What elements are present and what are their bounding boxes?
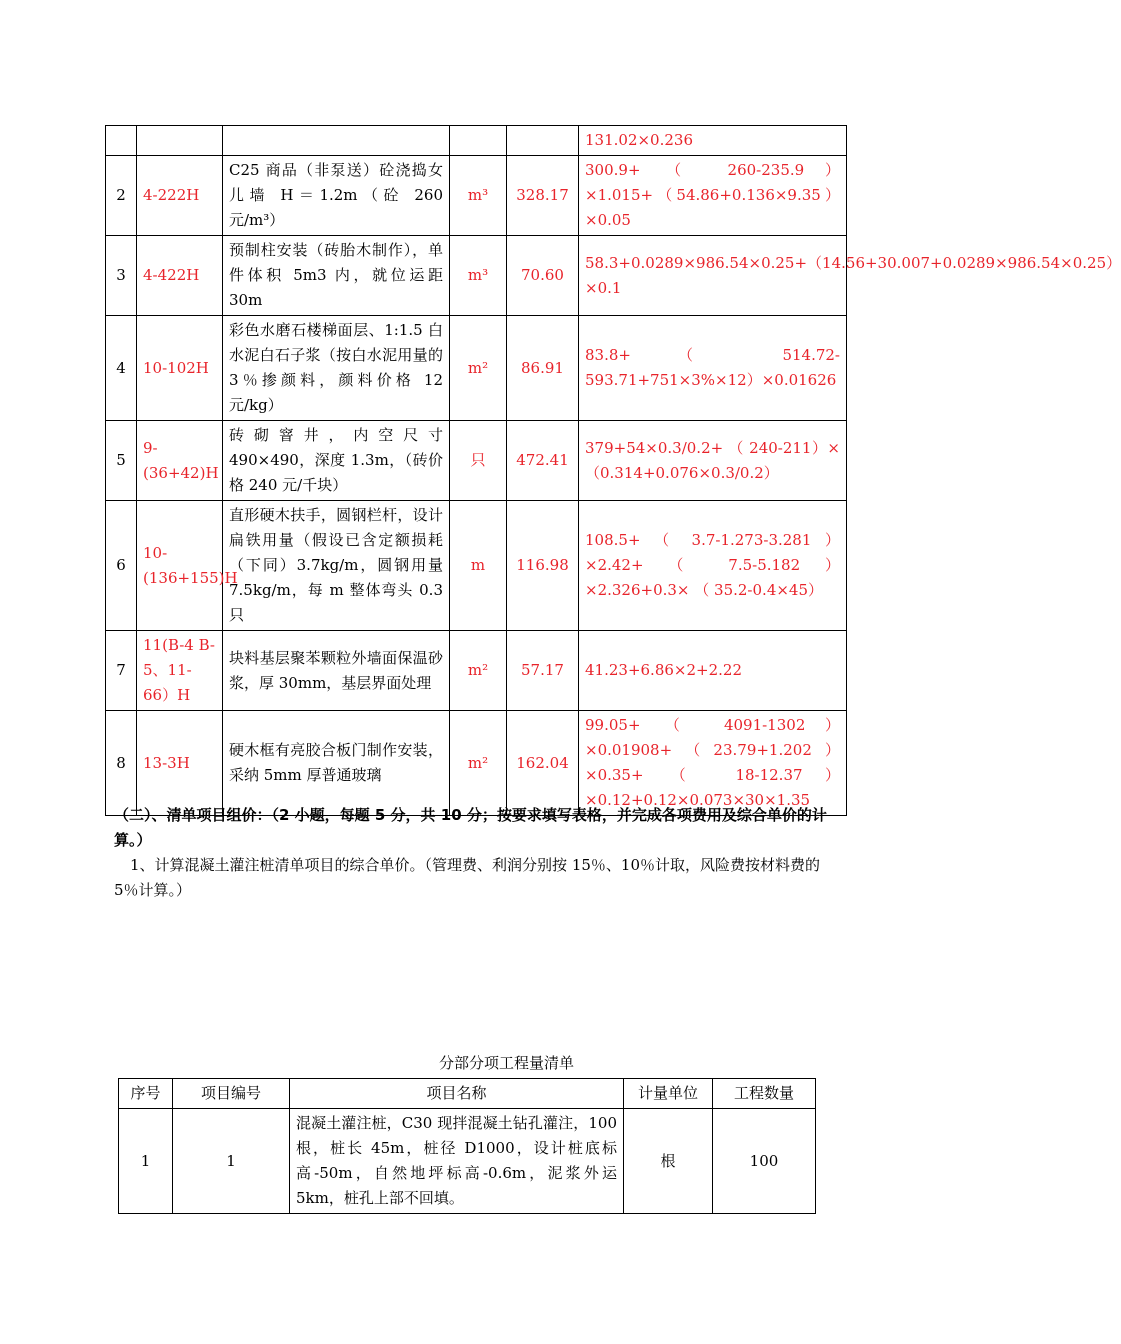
unit: m² bbox=[450, 316, 507, 421]
item-name: 硬木框有亮胶合板门制作安装，采纳 5mm 厚普通玻璃 bbox=[223, 711, 450, 816]
unit-price bbox=[507, 126, 579, 156]
calculation: 99.05+ （ 4091-1302）×0.01908+（23.79+1.202）×0.35+ （ 18-12.37）×0.12+0.12×0.073×30×1.35 bbox=[579, 711, 847, 816]
quota-code: 9-(36+42)H bbox=[137, 421, 223, 501]
table-row bbox=[106, 156, 847, 236]
unit: m³ bbox=[450, 156, 507, 236]
quota-code bbox=[137, 126, 223, 156]
unit-price: 116.98 bbox=[507, 501, 579, 631]
item-name: 块料基层聚苯颗粒外墙面保温砂浆，厚 30mm，基层界面处理 bbox=[223, 631, 450, 711]
table-row bbox=[106, 501, 847, 631]
row-number: 1 bbox=[119, 1109, 173, 1214]
item-name: 混凝土灌注桩，C30 现拌混凝土钻孔灌注，100 根，桩长 45m，桩径 D1000，设计桩底标高-50m，自然地坪标高-0.6m，泥浆外运 5km，桩孔上部不回填。 bbox=[290, 1109, 624, 1214]
item-name: C25 商品（非泵送）砼浇捣女儿墙 H＝1.2m（砼 260 元/m³） bbox=[223, 156, 450, 236]
item-name bbox=[223, 126, 450, 156]
table-row bbox=[106, 711, 847, 816]
unit: m² bbox=[450, 631, 507, 711]
unit-price: 328.17 bbox=[507, 156, 579, 236]
quota-code: 10-102H bbox=[137, 316, 223, 421]
item-name: 彩色水磨石楼梯面层、1:1.5 白水泥白石子浆（按白水泥用量的 3％掺颜料，颜料价格 12 元/kg） bbox=[223, 316, 450, 421]
calculation: 379+54×0.3/0.2+ （ 240-211）×（0.314+0.076×0.3/0.2） bbox=[579, 421, 847, 501]
calculation: 131.02×0.236 bbox=[579, 126, 847, 156]
table-row bbox=[106, 316, 847, 421]
quota-code: 13-3H bbox=[137, 711, 223, 816]
header-qty: 工程数量 bbox=[713, 1079, 816, 1109]
calculation: 83.8+ （ 514.72-593.71+751×3%×12）×0.01626 bbox=[579, 316, 847, 421]
table-row bbox=[119, 1109, 816, 1214]
header-code: 项目编号 bbox=[173, 1079, 290, 1109]
row-number: 2 bbox=[106, 156, 137, 236]
calculation: 58.3+0.0289×986.54×0.25+（14.56+30.007+0.0289×986.54×0.25）×0.1 bbox=[579, 236, 847, 316]
table-caption: 分部分项工程量清单 bbox=[438, 1054, 574, 1072]
quota-code: 4-222H bbox=[137, 156, 223, 236]
quota-code: 11(B-4 B-5、11-66）H bbox=[137, 631, 223, 711]
unit: 根 bbox=[624, 1109, 713, 1214]
row-number: 6 bbox=[106, 501, 137, 631]
calculation: 108.5+ （ 3.7-1.273-3.281 ） ×2.42+ （ 7.5-5.182 ） ×2.326+0.3× （ 35.2-0.4×45） bbox=[579, 501, 847, 631]
quota-code: 4-422H bbox=[137, 236, 223, 316]
item-code: 1 bbox=[173, 1109, 290, 1214]
item-name: 预制柱安装（砖胎木制作），单件体积 5m3 内，就位运距 30m bbox=[223, 236, 450, 316]
unit-price: 86.91 bbox=[507, 316, 579, 421]
table-row bbox=[106, 631, 847, 711]
calculation: 41.23+6.86×2+2.22 bbox=[579, 631, 847, 711]
row-number: 3 bbox=[106, 236, 137, 316]
unit: m³ bbox=[450, 236, 507, 316]
table-row bbox=[106, 236, 847, 316]
unit: m² bbox=[450, 711, 507, 816]
header-name: 项目名称 bbox=[290, 1079, 624, 1109]
calculation: 300.9+ （ 260-235.9）×1.015+（54.86+0.136×9.35）×0.05 bbox=[579, 156, 847, 236]
bill-of-quantities-table bbox=[118, 1078, 816, 1214]
unit-price: 162.04 bbox=[507, 711, 579, 816]
section-heading: （二）、清单项目组价：（2 小题，每题 5 分，共 10 分；按要求填写表格，并完成各项费用及综合单价的计算。） bbox=[114, 806, 827, 849]
unit-price: 57.17 bbox=[507, 631, 579, 711]
header-no: 序号 bbox=[119, 1079, 173, 1109]
question-paragraph: 1、计算混凝土灌注桩清单项目的综合单价。（管理费、利润分别按 15％、10％计取，风险费按材料费的 5％计算。） bbox=[114, 856, 820, 899]
unit-price: 70.60 bbox=[507, 236, 579, 316]
table-header-row bbox=[119, 1079, 816, 1109]
row-number: 7 bbox=[106, 631, 137, 711]
unit-price: 472.41 bbox=[507, 421, 579, 501]
quota-code: 10-(136+155)H bbox=[137, 501, 223, 631]
table-row bbox=[106, 126, 847, 156]
unit: 只 bbox=[450, 421, 507, 501]
item-name: 砖砌窨井，内空尺寸 490×490，深度 1.3m，（砖价格 240 元/千块） bbox=[223, 421, 450, 501]
item-name: 直形硬木扶手，圆钢栏杆，设计扁铁用量（假设已含定额损耗（下同）3.7kg/m，圆钢用量 7.5kg/m，每 m 整体弯头 0.3 只 bbox=[223, 501, 450, 631]
rate-analysis-table bbox=[105, 125, 1121, 816]
quantity: 100 bbox=[713, 1109, 816, 1214]
row-number: 4 bbox=[106, 316, 137, 421]
row-number: 5 bbox=[106, 421, 137, 501]
header-unit: 计量单位 bbox=[624, 1079, 713, 1109]
unit: m bbox=[450, 501, 507, 631]
unit bbox=[450, 126, 507, 156]
row-number bbox=[106, 126, 137, 156]
table-row bbox=[106, 421, 847, 501]
row-number: 8 bbox=[106, 711, 137, 816]
